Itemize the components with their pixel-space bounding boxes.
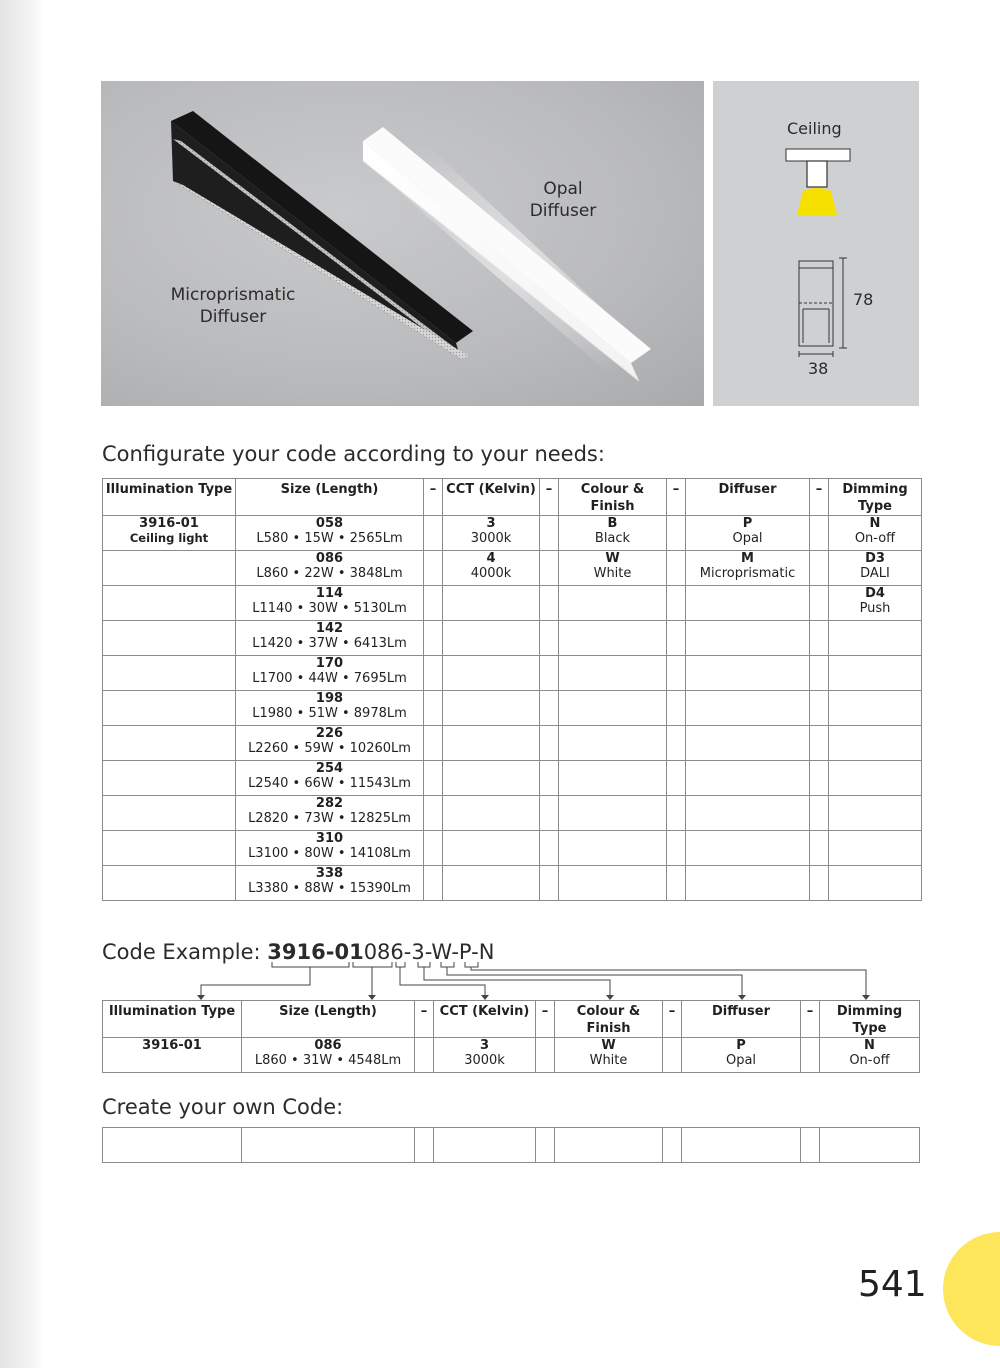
cct-cell	[443, 621, 540, 656]
header-dash: –	[801, 1001, 820, 1038]
header-illumination-type: Illumination Type	[103, 479, 236, 516]
width-dimension-label: 38	[808, 359, 829, 378]
size-cell: 142 L1420 • 37W • 6413Lm	[236, 621, 424, 656]
illumination-cell: 3916-01 Ceiling light	[103, 516, 236, 551]
dash-cell	[667, 866, 686, 901]
leader-diffuser	[447, 967, 742, 996]
dimming-cell	[829, 621, 922, 656]
dash-cell	[424, 831, 443, 866]
illumination-cell	[103, 866, 236, 901]
colour-cell	[559, 586, 667, 621]
header-size: Size (Length)	[236, 479, 424, 516]
colour-cell	[559, 796, 667, 831]
fixture-profile	[807, 161, 827, 187]
illumination-cell	[103, 551, 236, 586]
code-example-rest: 086-3-W-P-N	[363, 940, 495, 964]
dash-cell	[667, 621, 686, 656]
white-fixture-body	[363, 141, 639, 381]
cct-cell	[443, 796, 540, 831]
dash-cell	[540, 516, 559, 551]
colour-cell	[559, 831, 667, 866]
cct-cell	[443, 761, 540, 796]
code-example-prefix: Code Example:	[102, 940, 268, 964]
code-example-table	[102, 1000, 920, 1073]
dash-cell	[424, 866, 443, 901]
colour-cell	[559, 691, 667, 726]
header-colour-finish: Colour & Finish	[555, 1001, 663, 1038]
diffuser-cell	[686, 726, 810, 761]
colour-cell	[559, 866, 667, 901]
header-dash: –	[667, 479, 686, 516]
configurator-row	[103, 621, 922, 656]
example-diffuser: P Opal	[682, 1038, 801, 1073]
dimming-cell	[829, 796, 922, 831]
dash-cell	[810, 586, 829, 621]
header-dash: –	[536, 1001, 555, 1038]
example-header-row	[103, 1001, 920, 1038]
dash-cell	[810, 866, 829, 901]
configurator-row	[103, 796, 922, 831]
dash-cell	[667, 656, 686, 691]
own-code-cct-cell[interactable]	[434, 1128, 536, 1163]
dash-cell	[667, 551, 686, 586]
colour-cell	[559, 656, 667, 691]
cct-cell: 3 3000k	[443, 516, 540, 551]
dash-cell	[540, 761, 559, 796]
dimming-cell	[829, 761, 922, 796]
illumination-cell	[103, 691, 236, 726]
own-code-size-cell[interactable]	[242, 1128, 415, 1163]
dimming-cell	[829, 831, 922, 866]
page-number-circle	[943, 1232, 1000, 1346]
configurator-table	[102, 478, 922, 901]
dash-cell	[424, 656, 443, 691]
microprismatic-diffuser-label: Microprismatic Diffuser	[170, 285, 296, 327]
configurator-row	[103, 691, 922, 726]
leader-dimming	[471, 967, 866, 996]
dash-cell	[424, 551, 443, 586]
dash-cell	[810, 761, 829, 796]
colour-cell	[559, 621, 667, 656]
example-dash-cell	[801, 1038, 820, 1073]
own-code-table	[102, 1127, 920, 1163]
dash-cell	[424, 796, 443, 831]
dash-cell	[424, 691, 443, 726]
page-edge-shadow	[0, 0, 44, 1368]
example-dash-cell	[415, 1038, 434, 1073]
illumination-cell	[103, 656, 236, 691]
header-cct: CCT (Kelvin)	[443, 479, 540, 516]
size-cell: 282 L2820 • 73W • 12825Lm	[236, 796, 424, 831]
header-colour-finish: Colour & Finish	[559, 479, 667, 516]
dash-cell	[424, 761, 443, 796]
size-cell: 226 L2260 • 59W • 10260Lm	[236, 726, 424, 761]
page-number: 541	[858, 1264, 927, 1305]
own-code-diffuser-cell[interactable]	[682, 1128, 801, 1163]
header-dash: –	[540, 479, 559, 516]
size-cell: 114 L1140 • 30W • 5130Lm	[236, 586, 424, 621]
dash-cell	[810, 516, 829, 551]
leader-cct	[400, 967, 485, 996]
dash-cell	[540, 831, 559, 866]
dimension-diagram	[713, 81, 919, 406]
header-dash: –	[424, 479, 443, 516]
own-code-dash-cell	[415, 1128, 434, 1163]
dash-cell	[810, 691, 829, 726]
own-code-heading: Create your own Code:	[102, 1095, 344, 1119]
diffuser-cell	[686, 691, 810, 726]
dash-cell	[540, 796, 559, 831]
header-dimming-type: Dimming Type	[829, 479, 922, 516]
cct-cell	[443, 726, 540, 761]
example-colour: W White	[555, 1038, 663, 1073]
dimming-cell: D4 Push	[829, 586, 922, 621]
diffuser-cell	[686, 656, 810, 691]
colour-cell	[559, 761, 667, 796]
cct-cell	[443, 586, 540, 621]
dash-cell	[424, 726, 443, 761]
dash-cell	[424, 621, 443, 656]
header-dash: –	[810, 479, 829, 516]
own-code-illumination-cell[interactable]	[103, 1128, 242, 1163]
configurator-heading: Configurate your code according to your needs:	[102, 442, 605, 466]
dimming-cell: N On-off	[829, 516, 922, 551]
example-dash-cell	[536, 1038, 555, 1073]
diffuser-cell: P Opal	[686, 516, 810, 551]
diffuser-cell	[686, 831, 810, 866]
product-illustration	[101, 81, 704, 406]
illumination-cell	[103, 726, 236, 761]
illumination-cell	[103, 796, 236, 831]
illumination-cell	[103, 621, 236, 656]
dash-cell	[424, 516, 443, 551]
configurator-row	[103, 586, 922, 621]
header-illumination-type: Illumination Type	[103, 1001, 242, 1038]
configurator-row	[103, 551, 922, 586]
example-illumination: 3916-01	[103, 1038, 242, 1073]
diffuser-cell	[686, 796, 810, 831]
dimming-cell	[829, 866, 922, 901]
size-cell: 058 L580 • 15W • 2565Lm	[236, 516, 424, 551]
dash-cell	[667, 726, 686, 761]
illumination-cell	[103, 586, 236, 621]
dash-cell	[667, 831, 686, 866]
leader-illumination	[201, 967, 310, 996]
dash-cell	[424, 586, 443, 621]
dash-cell	[667, 691, 686, 726]
dash-cell	[667, 761, 686, 796]
example-dimming: N On-off	[820, 1038, 920, 1073]
dash-cell	[667, 516, 686, 551]
cct-cell	[443, 691, 540, 726]
size-cell: 310 L3100 • 80W • 14108Lm	[236, 831, 424, 866]
ceiling-plate	[786, 149, 850, 161]
example-dash-cell	[663, 1038, 682, 1073]
dash-cell	[540, 621, 559, 656]
dash-cell	[667, 586, 686, 621]
configurator-row	[103, 516, 922, 551]
own-code-dash-cell	[663, 1128, 682, 1163]
own-code-dimming-cell[interactable]	[820, 1128, 920, 1163]
cct-cell	[443, 656, 540, 691]
cct-cell	[443, 866, 540, 901]
dimming-cell	[829, 656, 922, 691]
size-cell: 198 L1980 • 51W • 8978Lm	[236, 691, 424, 726]
own-code-dash-cell	[536, 1128, 555, 1163]
ceiling-label: Ceiling	[787, 119, 842, 138]
cct-cell: 4 4000k	[443, 551, 540, 586]
header-dash: –	[415, 1001, 434, 1038]
opal-diffuser-label: Opal Diffuser	[529, 179, 597, 221]
colour-cell	[559, 726, 667, 761]
dash-cell	[540, 866, 559, 901]
dash-cell	[810, 621, 829, 656]
header-cct: CCT (Kelvin)	[434, 1001, 536, 1038]
dash-cell	[540, 726, 559, 761]
own-code-colour-cell[interactable]	[555, 1128, 663, 1163]
leader-colour	[424, 967, 610, 996]
header-diffuser: Diffuser	[682, 1001, 801, 1038]
dimming-cell	[829, 691, 922, 726]
illumination-cell	[103, 761, 236, 796]
size-cell: 086 L860 • 22W • 3848Lm	[236, 551, 424, 586]
header-dash: –	[663, 1001, 682, 1038]
example-cct: 3 3000k	[434, 1038, 536, 1073]
dash-cell	[810, 831, 829, 866]
dash-cell	[810, 726, 829, 761]
dash-cell	[667, 796, 686, 831]
example-value-row	[103, 1038, 920, 1073]
size-cell: 170 L1700 • 44W • 7695Lm	[236, 656, 424, 691]
diffuser-cell	[686, 761, 810, 796]
dash-cell	[540, 691, 559, 726]
size-cell: 338 L3380 • 88W • 15390Lm	[236, 866, 424, 901]
code-example-heading	[102, 940, 494, 964]
dash-cell	[540, 551, 559, 586]
dash-cell	[810, 796, 829, 831]
header-diffuser: Diffuser	[686, 479, 810, 516]
size-cell: 254 L2540 • 66W • 11543Lm	[236, 761, 424, 796]
own-code-row	[103, 1128, 920, 1163]
diffuser-cell	[686, 586, 810, 621]
header-size: Size (Length)	[242, 1001, 415, 1038]
dimming-cell: D3 DALI	[829, 551, 922, 586]
configurator-header-row	[103, 479, 922, 516]
configurator-row	[103, 866, 922, 901]
dash-cell	[540, 586, 559, 621]
diffuser-cell	[686, 866, 810, 901]
configurator-row	[103, 656, 922, 691]
configurator-row	[103, 761, 922, 796]
colour-cell: W White	[559, 551, 667, 586]
section-profile	[799, 258, 847, 357]
illumination-cell	[103, 831, 236, 866]
colour-cell: B Black	[559, 516, 667, 551]
product-photo	[101, 81, 704, 406]
dash-cell	[810, 551, 829, 586]
own-code-dash-cell	[801, 1128, 820, 1163]
dash-cell	[810, 656, 829, 691]
code-example-bold: 3916-01	[267, 940, 364, 964]
diffuser-cell: M Microprismatic	[686, 551, 810, 586]
header-dimming-type: Dimming Type	[820, 1001, 920, 1038]
dash-cell	[540, 656, 559, 691]
diffuser-cell	[686, 621, 810, 656]
cct-cell	[443, 831, 540, 866]
configurator-row	[103, 831, 922, 866]
light-beam	[797, 188, 837, 215]
configurator-row	[103, 726, 922, 761]
height-dimension-label: 78	[853, 290, 874, 309]
white-fixture-top	[363, 127, 651, 363]
example-size: 086 L860 • 31W • 4548Lm	[242, 1038, 415, 1073]
dimming-cell	[829, 726, 922, 761]
